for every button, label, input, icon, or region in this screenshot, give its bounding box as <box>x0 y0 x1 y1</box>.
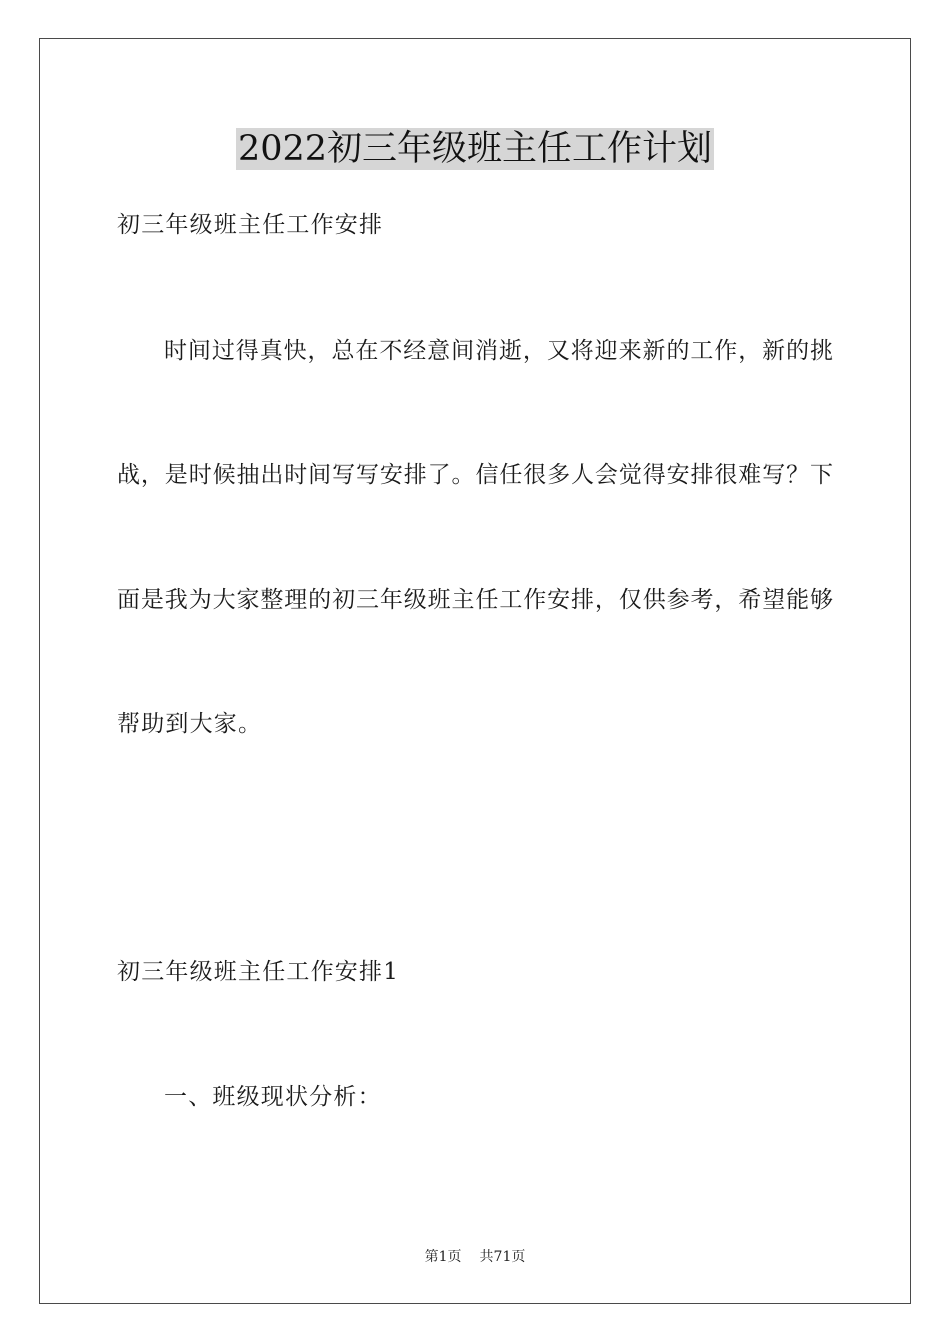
document-title: 2022初三年级班主任工作计划 <box>237 129 713 169</box>
page-footer <box>0 1248 950 1266</box>
page-number: 第1页 <box>424 1249 462 1265</box>
section-heading: 初三年级班主任工作安排1 <box>117 959 400 985</box>
intro-line-3: 面是我为大家整理的初三年级班主任工作安排，仅供参考，希望能够 <box>117 587 833 613</box>
intro-line-1: 时间过得真快，总在不经意间消逝，又将迎来新的工作，新的挑 <box>164 338 833 364</box>
title-container <box>0 128 950 170</box>
intro-line-4: 帮助到大家。 <box>117 711 263 737</box>
sub-heading: 一、班级现状分析： <box>164 1084 382 1110</box>
document-subtitle: 初三年级班主任工作安排 <box>117 212 384 238</box>
intro-line-2: 战，是时候抽出时间写写安排了。信任很多人会觉得安排很难写？下 <box>117 462 833 488</box>
page-total: 共71页 <box>479 1249 526 1265</box>
